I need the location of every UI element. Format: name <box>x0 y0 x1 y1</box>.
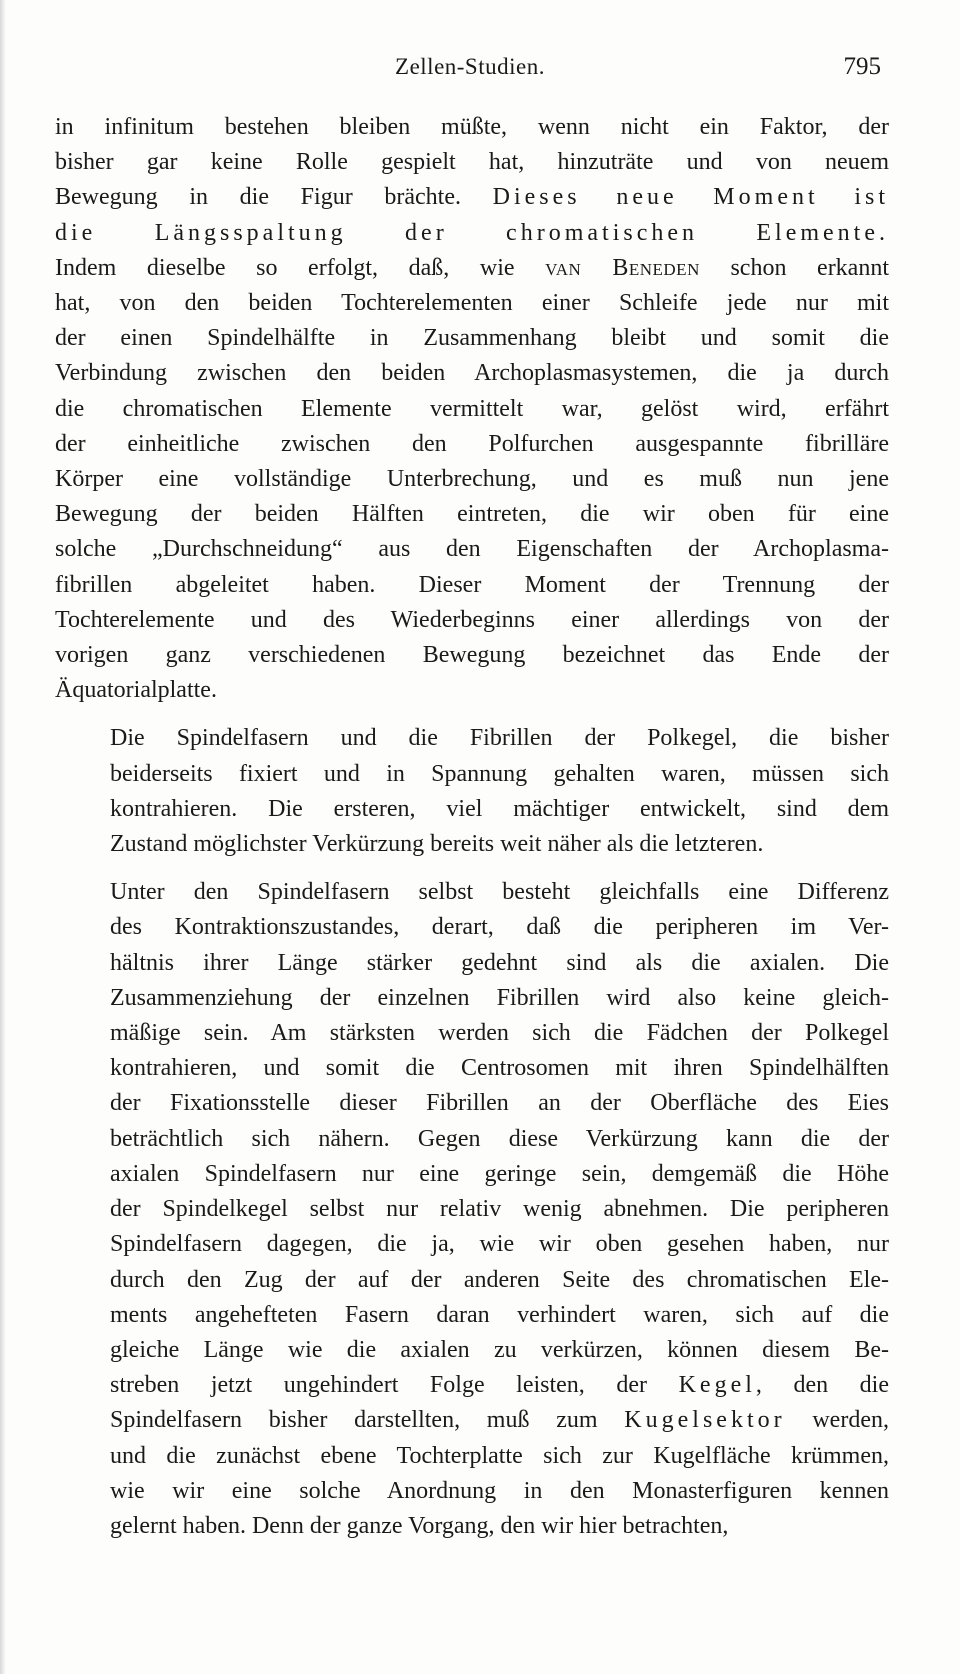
text-run: hat, von den beiden Tochterelementen einer Schleife jede nur mit <box>55 290 889 317</box>
text-line <box>55 1263 889 1298</box>
author-name: van Beneden <box>545 254 700 281</box>
text-line <box>55 392 889 427</box>
text-run: Bewegung der beiden Hälften eintreten, die wir oben für eine <box>55 501 889 528</box>
text-line <box>55 180 889 215</box>
text-run: in infinitum bestehen bleiben müßte, wenn nicht ein Faktor, der <box>55 114 889 140</box>
page-edge-shadow <box>0 0 6 1674</box>
text-line <box>55 321 889 356</box>
text-run: Äquatorialplatte. <box>55 677 217 704</box>
text-run: Die Spindelfasern und die Fibrillen der Polkegel, die bisher <box>110 725 889 752</box>
text-run: der einen Spindelhälfte in Zusammenhang bleibt und somit die <box>55 325 889 352</box>
text-line <box>55 110 889 145</box>
emphasized-text: Dieses neue Moment ist <box>492 184 889 211</box>
running-head <box>55 50 885 84</box>
text-line <box>55 1333 889 1368</box>
text-run: gelernt haben. Denn der ganze Vorgang, den wir hier betrachten, <box>110 1512 729 1539</box>
text-run: vorigen ganz verschiedenen Bewegung bezeichnet das Ende der <box>55 642 889 669</box>
text-run: Zusammenziehung der einzelnen Fibrillen wird also keine gleich- <box>110 984 889 1011</box>
text-line <box>55 1227 889 1262</box>
text-run: schon erkannt <box>699 254 890 281</box>
text-line <box>55 497 889 532</box>
text-run: bisher gar keine Rolle gespielt hat, hinzuträte und von neuem <box>55 149 889 176</box>
running-title: Zellen-Studien. <box>395 54 545 79</box>
text-run: kontrahieren. Die ersteren, viel mächtiger entwickelt, sind dem <box>110 795 889 822</box>
text-line <box>55 568 889 603</box>
text-line <box>55 532 889 567</box>
text-run: mäßige sein. Am stärksten werden sich die Fädchen der Polkegel <box>110 1020 889 1047</box>
text-run: Spindelfasern dagegen, die ja, wie wir oben gesehen haben, nur <box>110 1231 889 1258</box>
text-line <box>55 792 889 827</box>
text-line <box>55 757 889 792</box>
text-line <box>55 827 889 862</box>
text-line <box>55 1474 889 1509</box>
text-line <box>55 1403 889 1438</box>
emphasized-text: Kegel <box>678 1372 756 1399</box>
text-run: beträchtlich sich nähern. Gegen diese Verkürzung kann die der <box>110 1125 889 1152</box>
text-line <box>55 1016 889 1051</box>
text-run: solche „Durchschneidung“ aus den Eigenschaften der Archoplasma- <box>55 536 889 563</box>
text-line <box>55 145 889 180</box>
text-line <box>55 721 889 756</box>
text-run: der einheitliche zwischen den Polfurchen ausgespannte fibrilläre <box>55 430 889 457</box>
emphasized-text: Kugelsektor <box>624 1407 786 1434</box>
text-run: durch den Zug der auf der anderen Seite des chromatischen Ele- <box>110 1266 889 1293</box>
text-run: fibrillen abgeleitet haben. Dieser Moment der Trennung der <box>55 571 889 598</box>
text-line <box>55 875 889 910</box>
text-line <box>55 638 889 673</box>
text-run: Spindelfasern bisher darstellten, muß zum <box>110 1407 625 1434</box>
text-run: Bewegung in die Figur brächte. <box>55 184 493 211</box>
text-run: Zustand möglichster Verkürzung bereits weit näher als die letzteren. <box>110 831 764 858</box>
paragraph-2 <box>55 721 889 862</box>
text-line <box>55 216 889 251</box>
text-line <box>55 910 889 945</box>
text-run: Tochterelemente und des Wiederbeginns einer allerdings von der <box>55 606 889 633</box>
text-line <box>55 1051 889 1086</box>
text-run: Verbindung zwischen den beiden Archoplasmasystemen, die ja durch <box>55 360 889 387</box>
paragraph-1 <box>55 110 889 708</box>
text-run: die chromatischen Elemente vermittelt war, gelöst wird, erfährt <box>55 395 889 422</box>
text-run: , den die <box>755 1372 889 1399</box>
text-line <box>55 981 889 1016</box>
text-line <box>55 286 889 321</box>
text-run: streben jetzt ungehindert Folge leisten, der <box>110 1372 679 1399</box>
text-line <box>55 251 889 286</box>
text-run: des Kontraktionszustandes, derart, daß die peripheren im Ver- <box>110 914 889 941</box>
body-text <box>55 110 889 1544</box>
text-line <box>55 356 889 391</box>
text-run: Unter den Spindelfasern selbst besteht gleichfalls eine Differenz <box>110 879 889 906</box>
text-run: gleiche Länge wie die axialen zu verkürzen, können diesem Be- <box>110 1336 889 1363</box>
text-run: der Spindelkegel selbst nur relativ wenig abnehmen. Die peripheren <box>110 1196 889 1223</box>
text-run: werden, <box>785 1407 889 1434</box>
emphasized-text: die Längsspaltung der chromatischen Elemente. <box>55 219 889 246</box>
text-line <box>55 1298 889 1333</box>
paragraph-3 <box>55 875 889 1544</box>
text-line <box>55 603 889 638</box>
text-run: axialen Spindelfasern nur eine geringe sein, demgemäß die Höhe <box>110 1160 889 1187</box>
text-line <box>55 1157 889 1192</box>
text-line <box>55 427 889 462</box>
text-line <box>55 462 889 497</box>
page-number: 795 <box>843 53 881 80</box>
text-line <box>55 1439 889 1474</box>
text-line <box>55 1368 889 1403</box>
text-run: wie wir eine solche Anordnung in den Monasterfiguren kennen <box>110 1477 889 1504</box>
text-run: ments angehefteten Fasern daran verhindert waren, sich auf die <box>110 1301 889 1328</box>
text-run: beiderseits fixiert und in Spannung gehalten waren, müssen sich <box>110 760 889 787</box>
text-run: Indem dieselbe so erfolgt, daß, wie <box>55 254 546 281</box>
text-run: und die zunächst ebene Tochterplatte sich zur Kugelfläche krümmen, <box>110 1442 889 1469</box>
text-run: der Fixationsstelle dieser Fibrillen an der Oberfläche des Eies <box>110 1090 889 1117</box>
text-run: hältnis ihrer Länge stärker gedehnt sind als die axialen. Die <box>110 949 889 976</box>
text-run: Körper eine vollständige Unterbrechung, und es muß nun jene <box>55 466 889 493</box>
text-line <box>55 1192 889 1227</box>
text-line <box>55 946 889 981</box>
text-line <box>55 1122 889 1157</box>
text-line <box>55 1509 889 1544</box>
text-line <box>55 1086 889 1121</box>
text-line <box>55 673 889 708</box>
text-run: kontrahieren, und somit die Centrosomen mit ihren Spindelhälften <box>110 1055 889 1082</box>
